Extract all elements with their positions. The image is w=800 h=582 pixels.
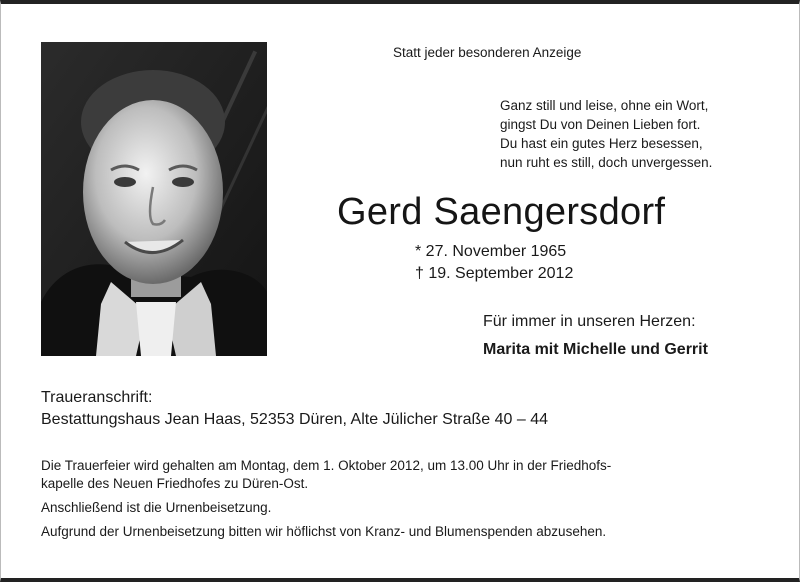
funeral-info [41,457,761,541]
death-date: † 19. September 2012 [415,265,574,282]
info-line: kapelle des Neuen Friedhofes zu Düren-Ost. [41,476,309,491]
poem-line: Ganz still und leise, ohne ein Wort, [500,98,709,113]
info-line: Anschließend ist die Urnenbeisetzung. [41,500,272,515]
hearts-line: Für immer in unseren Herzen: [483,313,696,330]
life-dates [415,241,573,285]
poem-line: nun ruht es still, doch unvergessen. [500,155,713,170]
poem-line: gingst Du von Deinen Lieben fort. [500,117,701,132]
portrait-photo [41,42,267,356]
mourning-address [41,387,548,431]
header-line: Statt jeder besonderen Anzeige [393,45,582,60]
poem-line: Du hast ein gutes Herz besessen, [500,136,703,151]
info-line: Die Trauerfeier wird gehalten am Montag, dem 1. Oktober 2012, um 13.00 Uhr in der Friedhofs- [41,458,612,473]
address-label: Traueranschrift: [41,389,153,406]
info-line: Aufgrund der Urnenbeisetzung bitten wir höflichst von Kranz- und Blumenspenden abzusehen. [41,524,607,539]
address-text: Bestattungshaus Jean Haas, 52353 Düren, Alte Jülicher Straße 40 – 44 [41,411,548,428]
deceased-name: Gerd Saengersdorf [337,191,666,233]
family-names: Marita mit Michelle und Gerrit [483,341,708,358]
poem [500,96,712,172]
birth-date: * 27. November 1965 [415,243,567,260]
